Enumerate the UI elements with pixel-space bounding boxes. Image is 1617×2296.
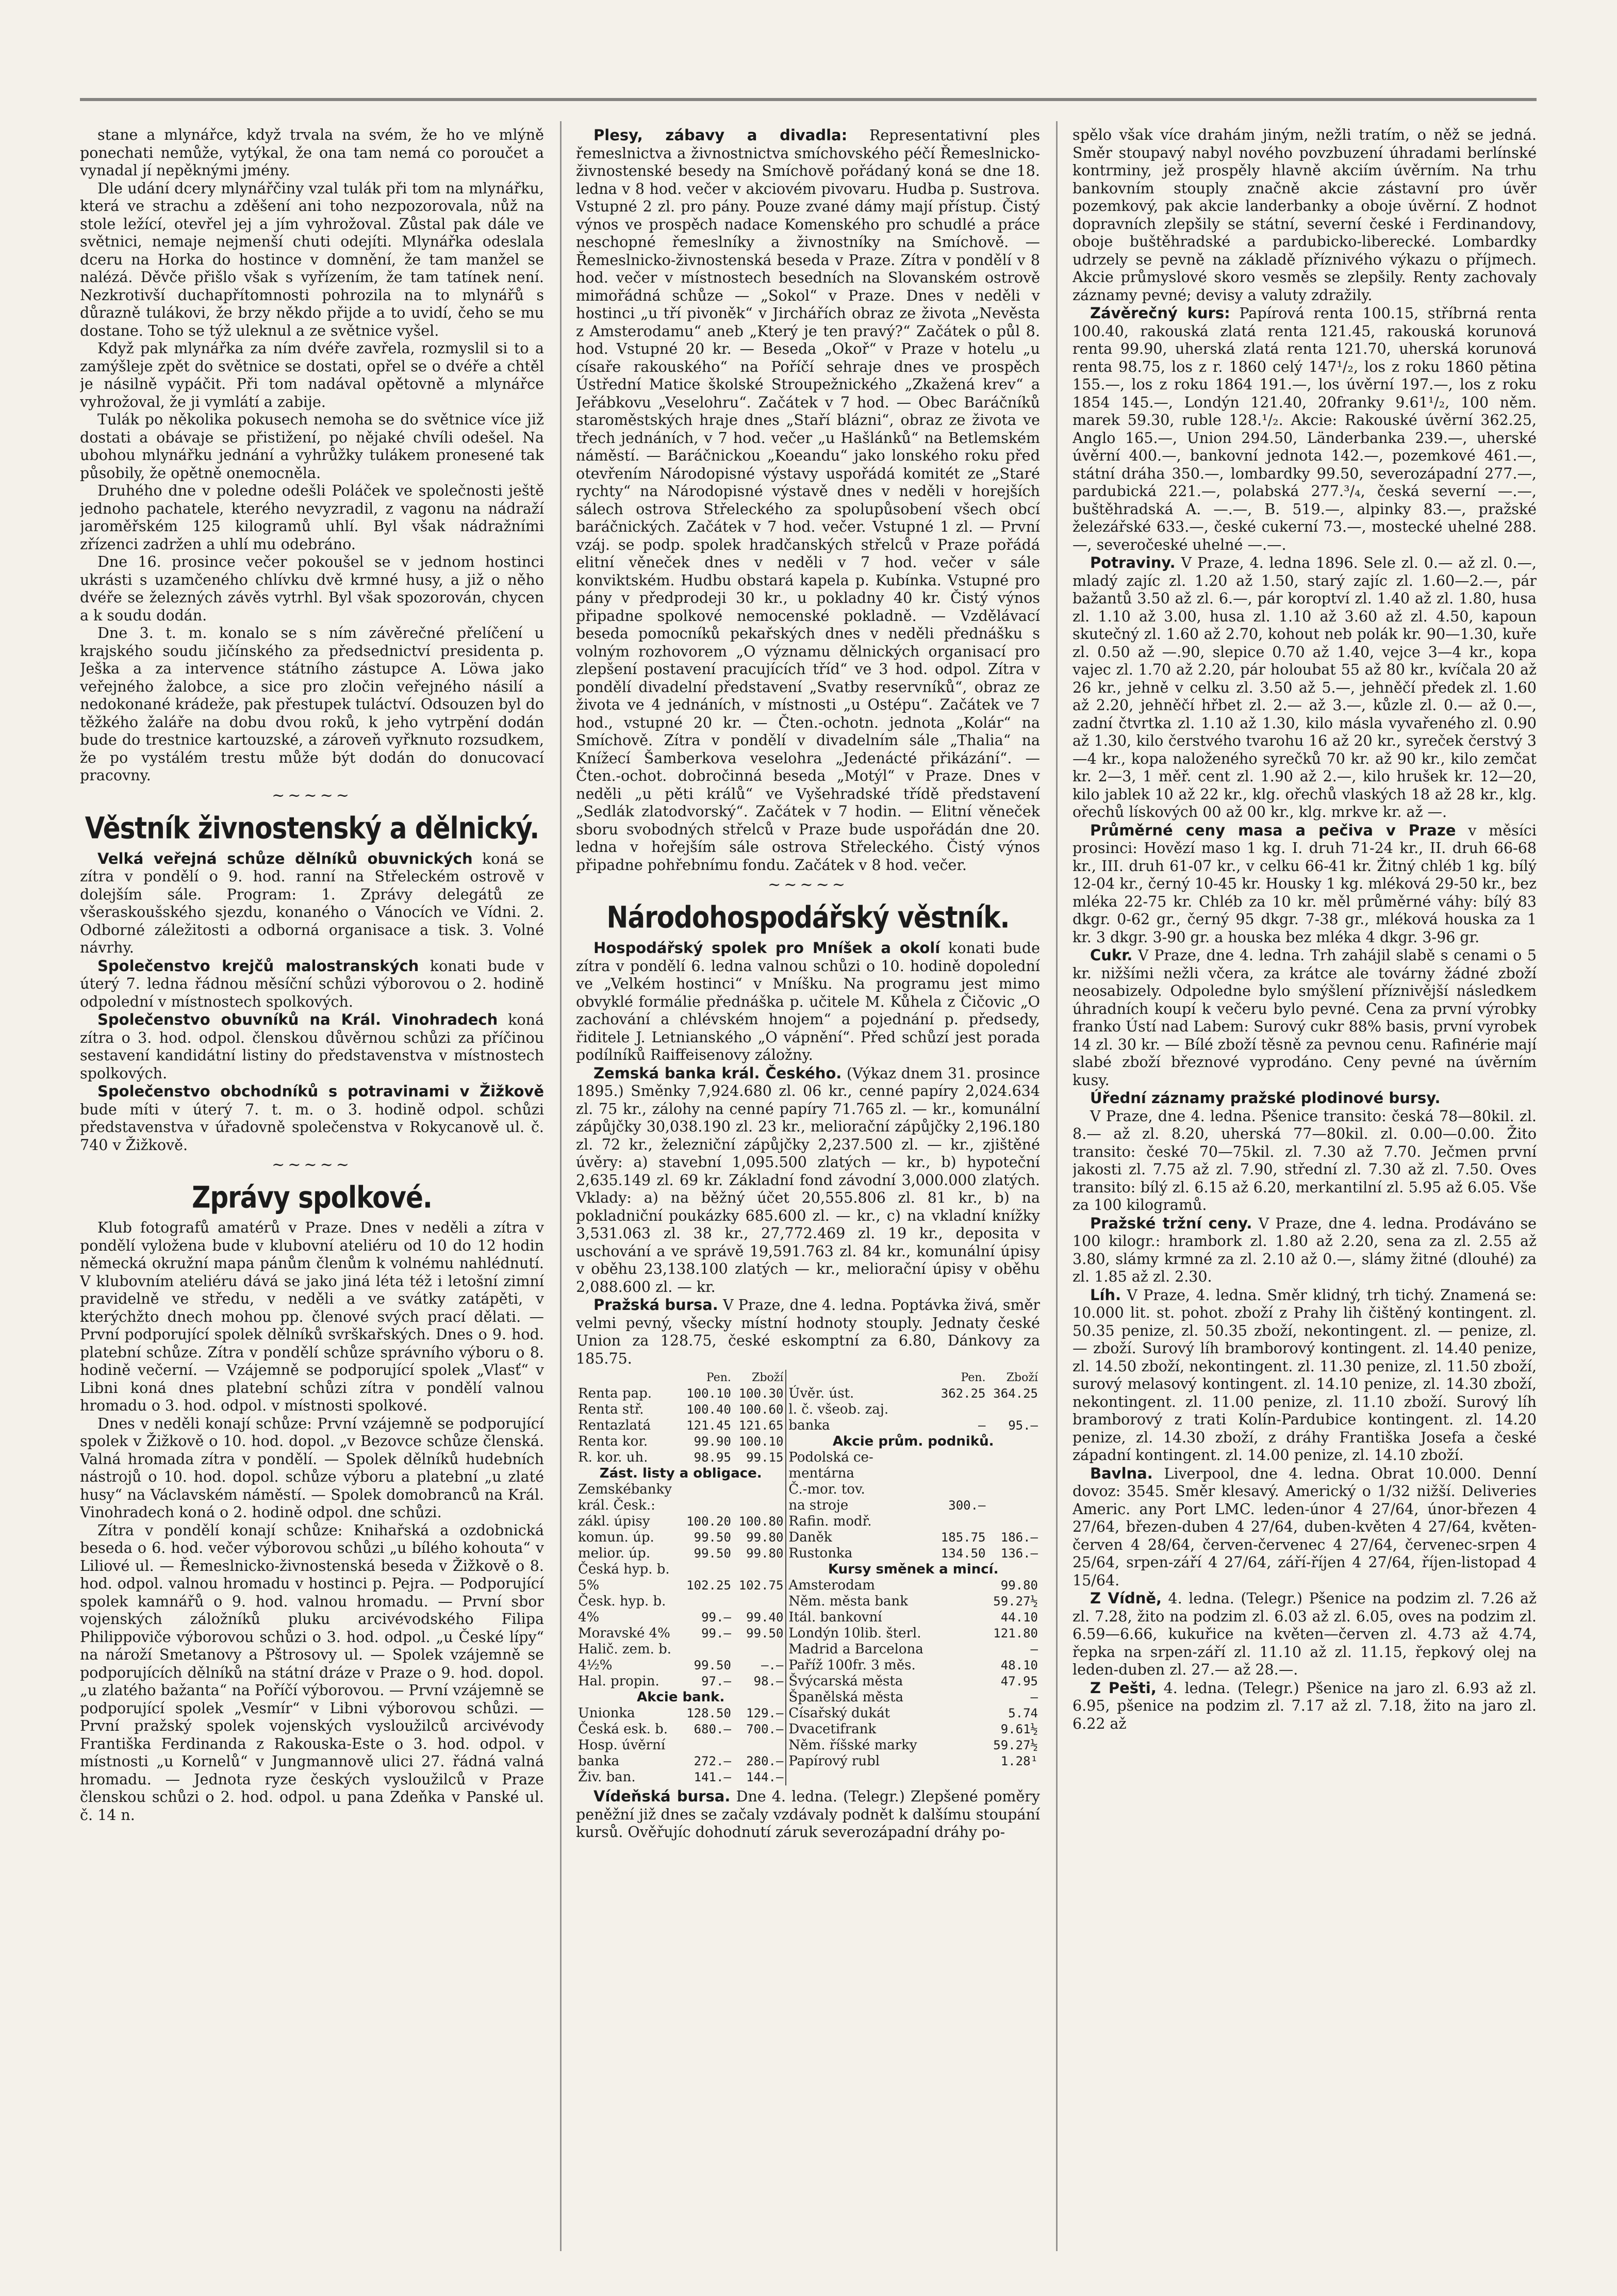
bourse-row <box>576 1642 1040 1658</box>
article-text: koná zítra o 3. hod. odpol. členskou důvěrnou schůzi za příčinou sestavení kandidátní listiny do představenstva v místnostech spolkových. <box>80 1011 544 1082</box>
bourse-value: 272.— <box>694 1754 731 1768</box>
bourse-row <box>576 1674 1040 1690</box>
bourse-label: Renta stř. <box>578 1402 644 1417</box>
bourse-row <box>576 1418 1040 1434</box>
bourse-value <box>988 1514 1041 1530</box>
article-text: spělo však více drahám jiným, nežli tratím, o něž se jedná. Směr stoupavý nabyl nového povzbuzení úhradami berlínské kontrminy, jež prospěly hlavně akciím úvěrním. Na trhu bankovním stouply značně akcie zástavní pro úvěr pozemkový, pak akcie landerbanky a oboje úvěrní. Z hodnot dopravních zlepšily se státní, severní české i Ferdinandovy, oboje buštěhradské a pardubicko-liberecké. Lombardky udrzely se pevně na základě příznivého výkazu o příjmech. Akcie průmyslové skoro vesměs se zlepšily. Renty zachovaly záznamy pevné; devisy a valuty zdražily. <box>1072 126 1537 304</box>
bourse-value <box>935 1450 987 1466</box>
bourse-value <box>988 1466 1041 1482</box>
bourse-label: Španělská města <box>788 1690 904 1705</box>
bourse-value: 700.— <box>733 1721 786 1737</box>
bourse-row <box>576 1434 1040 1450</box>
bourse-label: komun. úp. <box>578 1530 654 1545</box>
bourse-label: Amsterodam <box>788 1578 875 1593</box>
bourse-value <box>988 1450 1041 1466</box>
bourse-value <box>935 1737 987 1753</box>
bourse-value: 99.— <box>701 1626 731 1641</box>
article-text: V Praze, dne 4. ledna. Prodáváno se 100 kilogr.: hrambork zl. 1.80 až 2.20, sena za zl. 2.55 až 3.80, slámy krmné za zl. 2.10 až 0.—, slámy žitné (dlouhé) za zl. 1.85 až zl. 2.30. <box>1072 1215 1537 1285</box>
bourse-row <box>576 1498 1040 1514</box>
bourse-value: 280.— <box>733 1753 786 1769</box>
bourse-value <box>935 1690 987 1705</box>
article-paragraph <box>80 482 544 553</box>
article-text: Tulák po několika pokusech nemoha se do světnice více již dostati a obávaje se přistižení, po nějaké chvíli odešel. Na ubohou mlynářku jednání a vyhrůžky tulákem pronesené tak působily, že opětně onemocněla. <box>80 411 544 482</box>
section-heading: Věstník živnostenský a dělnický. <box>85 811 539 845</box>
bourse-value <box>733 1737 786 1753</box>
article-paragraph <box>80 1011 544 1083</box>
bourse-label: Madrid a Barcelona <box>788 1642 923 1657</box>
bourse-value: 121.45 <box>686 1418 731 1433</box>
article-text: bude míti v úterý 7. t. m. o 3. hodině odpol. schůzi představenstva v úřadovně společenstva v Rokycanově ul. č. 740 v Žižkově. <box>80 1101 544 1154</box>
article-paragraph <box>576 1064 1040 1297</box>
article-text: Když pak mlynářka za ním dvéře zavřela, rozmyslil si to a zamýšleje zpět do světnice se dostati, opřel se o dvéře a chtěl je násilně vypáčit. Při tom nadával opětovně a mlynářce vyhrožoval, že ji vymlátí a zabije. <box>80 340 544 411</box>
article-paragraph <box>80 1415 544 1522</box>
bourse-row <box>576 1562 1040 1578</box>
article-text: Dnes v neděli konají schůze: První vzájemně se podporující spolek v Žižkově o 10. hod. dopol. „v Bezovce schůze členská. Valná hromada zítra v pondělí. — Spolek dělníků hudebních nástrojů o 10. hod. dopol. schůze výboru a platební „u zlaté husy“ na Václavském náměstí. — Spolek domobranců na Král. Vinohradech koná o 2. hodině odpol. dne schůzi. <box>80 1415 544 1521</box>
bourse-empty <box>988 1769 1041 1785</box>
article-paragraph <box>576 126 1040 874</box>
bourse-value: 99.— <box>701 1610 731 1625</box>
article-paragraph <box>1072 554 1537 822</box>
bourse-value <box>681 1642 733 1658</box>
article-text: Klub fotografů amatérů v Praze. Dnes v neděli a zítra v pondělí vyložena bude v klubovní ateliéru od 10 do 12 hodin německá okružní mapa pánům členům k volnému nahlédnutí. V klubovním ateliéru dává se jako jiná léta též i letošní zimní pravidelně ve středu, v neděli a ve svátky zatápěti, v kterýchžto dnech mohou pp. členové svých prací dělati. — První podporující spolek dělníků svrškařských. Dnes o 9. hod. platební schůze. Zítra v pondělí schůze správního výboru o 8. hodině večerní. — Vzájemně se podporující spolek „Vlasť“ v Libni koná dnes platební schůzi zítra v pondělí valnou hromadu o 3. hod. odpol. v místnosti spolkové. <box>80 1219 544 1414</box>
bourse-value: 100.10 <box>686 1386 731 1401</box>
bourse-value: 680.— <box>694 1722 731 1736</box>
bourse-label: Renta kor. <box>578 1434 648 1449</box>
bourse-label: Rustonka <box>788 1546 853 1561</box>
article-text: stane a mlynářce, když trvala na svém, že ho ve mlýně ponechati nemůže, vytýkal, že ona tam nemá co poroučet a vynadal jí nepěknými jmény. <box>80 126 544 179</box>
bourse-value <box>733 1498 786 1514</box>
article-text: koná se zítra v pondělí o 9. hod. ranní na Střeleckém ostrově v dolejším sále. Program: 1. Zprávy delegátů ze všeraskoušského sjezdu, konaného o Vánocích ve Vídni. 2. Odborné záležitosti a odborná organisace a tisk. 3. Volné návrhy. <box>80 850 544 956</box>
bourse-value: 99.80 <box>1000 1578 1038 1593</box>
bourse-table <box>576 1370 1040 1785</box>
bourse-value: 100.20 <box>686 1514 731 1529</box>
bourse-label: Londýn 10lib. šterl. <box>788 1626 921 1641</box>
bourse-value <box>681 1562 733 1578</box>
bourse-label: Hal. propin. <box>578 1674 659 1689</box>
article-text: konati bude zítra v pondělí 6. ledna valnou schůzi o 10. hodině dopolední ve „Velkém hostinci“ v Mníšku. Na programu jest mimo obvyklé formálie přednáška p. učitele M. Kůhela z Čičovic „O zachování a chlévském hnojem“ a pojednání p. předsedy, řiditele J. Letnianského „O vápnění“. Před schůzí jest porada podílníků Raiffeisenovy záložny. <box>576 940 1040 1063</box>
bourse-value <box>733 1562 786 1578</box>
bourse-label: Úvěr. úst. <box>788 1386 854 1401</box>
ornament-divider: ~~~~~ <box>272 1156 352 1174</box>
bourse-value <box>935 1466 987 1482</box>
bourse-value: 95.— <box>1008 1418 1038 1433</box>
article-text: 4. ledna. (Telegr.) Pšenice na podzim zl. 7.26 až zl. 7.28, žito na podzim zl. 6.03 až zl. 6.05, oves na podzim zl. 6.59—6.66, kukuřice na květen—červen zl. 4.73 až 4.74, řepka na srpen-září zl. 11.10 až zl. 11.15, řepkový olej na leden-duben zl. 27.— až 28.—. <box>1072 1590 1537 1678</box>
bourse-value: 100.60 <box>733 1402 786 1418</box>
section-heading: Zprávy spolkové. <box>192 1180 432 1215</box>
article-lead: Závěrečný kurs: <box>1090 304 1230 322</box>
column-3 <box>1072 126 1537 2251</box>
bourse-value: 100.30 <box>733 1386 786 1402</box>
bourse-subhead: Kursy směnek a mincí. <box>828 1562 999 1577</box>
article-lead: Společenstvo obuvníků na Král. Vinohradech <box>97 1011 498 1028</box>
bourse-label: Rentazlatá <box>578 1418 651 1433</box>
article-lead: Pražské tržní ceny. <box>1090 1214 1252 1232</box>
bourse-subhead: Zást. listy a obligace. <box>576 1466 786 1482</box>
bourse-label: Podolská ce- <box>788 1450 873 1465</box>
article-paragraph <box>1072 822 1537 947</box>
article-lead: Plesy, zábavy a divadla: <box>593 126 848 144</box>
bourse-value: 129.— <box>733 1705 786 1721</box>
bourse-value <box>935 1721 987 1737</box>
bourse-label: banka <box>578 1753 620 1769</box>
bourse-label: 4½% <box>578 1658 613 1673</box>
bourse-value: 100.10 <box>733 1434 786 1450</box>
article-paragraph <box>576 1787 1040 1842</box>
bourse-value: 100.40 <box>686 1402 731 1417</box>
bourse-value <box>733 1482 786 1498</box>
article-text: Liverpool, dne 4. ledna. Obrat 10.000. Denní dovoz: 3545. Směr klesavý. Americký o 1/32 nižší. Deliveries Americ. any Port LMC. leden-únor 4 27/64, únor-březen 4 27/64, březen-duben 4 27/64, duben-květen 4 27/64, květen-červen 4 28/64, červen-červenec 4 27/64, červenec-srpen 4 25/64, srpen-září 4 27/64, září-říjen 4 27/64, říjen-listopad 4 15/64. <box>1072 1465 1537 1589</box>
bourse-value: 99.50 <box>694 1658 731 1672</box>
article-lead: Líh. <box>1090 1286 1121 1304</box>
article-lead: Potraviny. <box>1090 554 1176 571</box>
article-text: v měsíci prosinci: Hovězí maso 1 kg. I. druh 71-24 kr., II. druh 66-68 kr., III. druh 61-07 kr., v celku 66-41 kr. Žitný chléb 1 kg. bílý 12-04 kr., černý 10-45 kr. Housky 1 kg. mléková 29-50 kr., bez mléka 22-75 kr. Chléb za 10 kr. měl průměrné váhy: bílý 83 dkgr. 0-62 gr., černý 95 dkgr. 7-38 gr., mléková houska za 1 kr. 3 dkgr. 3-90 gr. a houska bez mléka 4 dkgr. 3-96 gr. <box>1072 822 1537 946</box>
article-paragraph <box>1072 946 1537 1089</box>
column-2 <box>576 126 1040 2251</box>
article-paragraph <box>1072 1108 1537 1215</box>
bourse-label: R. kor. uh. <box>578 1450 648 1465</box>
bourse-row <box>576 1578 1040 1594</box>
bourse-label: Česká hyp. b. <box>578 1562 670 1577</box>
bourse-value: 186.— <box>1000 1530 1038 1545</box>
newspaper-page <box>80 111 1537 2256</box>
bourse-label: Česk. hyp. b. <box>578 1594 666 1609</box>
article-paragraph <box>80 126 544 180</box>
article-paragraph <box>80 625 544 785</box>
bourse-row <box>576 1610 1040 1626</box>
bourse-label: Halič. zem. b. <box>578 1642 672 1657</box>
article-paragraph <box>80 850 544 957</box>
bourse-label: l. č. všeob. zaj. <box>788 1402 889 1417</box>
bourse-empty <box>786 1769 935 1785</box>
bourse-value <box>733 1642 786 1658</box>
article-text: Papírová renta 100.15, stříbrná renta 100.40, rakouská zlatá renta 121.45, rakouská korunová renta 99.90, uherská zlatá renta 121.70, uherská korunová renta 98.75, los z r. 1860 celý 147¹/₂, los z roku 1860 pětina 155.—, los z roku 1864 191.—, los úvěrní 197.—, los z roku 1854 145.—, Londýn 121.40, 20franky 9.61¹/₂, 100 něm. marek 59.30, ruble 128.¹/₂. Akcie: Rakouské úvěrní 362.25, Anglo 165.—, Union 294.50, Länderbanka 239.—, uherské úvěrní 400.—, bankovní jednota 142.—, pozemkové 461.—, státní dráha 350.—, lombardky 99.50, severozápadní 277.—, pardubická 221.—, polabská 277.³/₄, česká severní —.—, buštěhradská A. —.—, B. 519.—, alpinky 83.—, pražské železářské 633.—, české cukerní 73.—, mostecké uhelné 288.—, severočeské uhelné —.—. <box>1072 305 1537 553</box>
bourse-value: 100.80 <box>733 1514 786 1530</box>
article-text: Zítra v pondělí konají schůze: Knihařská a ozdobnická beseda o 6. hod. večer výborovou schůzi „u bílého kohouta“ v Liliové ul. — Řemeslnicko-živnostenská beseda v Žižkově o 8. hod. odpol. valnou hromadu v hostinci p. Pejra. — Podporující spolek kamnářů o 9. hod. valnou hromadu. — První sbor vojenských záložníků pluku arcivévodského Filipa Philippoviče výborovou schůzi o 3. hod. odpol. „u České lípy“ na nároží Smetanovy a Pštrosovy ul. — Spolek vzájemně se podporujících dělníků na státní dráze v Praze o 9. hod. dopol. „u zlatého bažanta“ na Poříčí výborovou. — První vzájemně se podporující spolek „Vesmír“ v Libni výborovou schůzi. — První pražský spolek vojenských vysloužilců arcivévody Františka Ferdinanda z Rakouska-Este o 3. hod. odpol. v místnosti „u Kornelů“ v Jungmannově ulici 27. řádná valná hromadu. — Jednota ryze českých vysloužilců v Praze členskou schůzi o 2. hod. odpol. u pana Zdeňka v Panské ul. č. 14 n. <box>80 1521 544 1824</box>
bourse-value <box>681 1594 733 1610</box>
bourse-value: 5.74 <box>1008 1706 1038 1720</box>
article-text: Dle udání dcery mlynářčiny vzal tulák při tom na mlynářku, která ve strachu a zděšení ani toho nezpozorovala, nůž na stole ležící, otevřel jej a jím vyhrožoval. Zůstal pak dále ve světnici, nemaje nejmenší chuti odejíti. Mlynářka odeslala dceru na Horka do hostince v domnění, že tam manžel se nalézá. Děvče přišlo však s vyřízením, že tam tatínek není. Nezkrotivší duchapřítomnosti pohrozila na to mlynářů s důrazně tulákovi, že brzy někdo přijde a to uvidí, čeho se mu dostane. Toho se týž uleknul a ze světnice vyšel. <box>80 179 544 339</box>
bourse-empty <box>935 1769 987 1785</box>
bourse-head: Pen. <box>706 1371 731 1384</box>
article-lead: Společenstvo obchodníků s potravinami v Žižkově <box>97 1083 544 1100</box>
article-paragraph <box>1072 304 1537 554</box>
article-text: Dne 16. prosince večer pokoušel se v jednom hostinci ukrásti s uzamčeného chlívku dvě krmné husy, a již o něho dvéře se železných závěs vytrhl. Byl však spozorován, chycen a k soudu dodán. <box>80 553 544 624</box>
section-heading: Národohospodářský věstník. <box>606 900 1010 935</box>
bourse-label: Dvacetifrank <box>788 1721 877 1737</box>
bourse-head: Zboží <box>1006 1371 1038 1384</box>
bourse-value: 98.— <box>733 1674 786 1690</box>
bourse-value: 99.80 <box>733 1530 786 1546</box>
bourse-label: Něm. města bank <box>788 1594 908 1609</box>
article-lead: Cukr. <box>1090 946 1133 964</box>
bourse-row <box>576 1594 1040 1610</box>
bourse-label: 5% <box>578 1578 600 1593</box>
bourse-row <box>576 1769 1040 1785</box>
bourse-value: 99.80 <box>733 1546 786 1562</box>
top-rule <box>80 98 1537 101</box>
bourse-label: Paříž 100fr. 3 měs. <box>788 1658 916 1673</box>
bourse-label: na stroje <box>788 1498 849 1513</box>
article-lead: Úřední záznamy pražské plodinové bursy. <box>1090 1089 1441 1107</box>
bourse-value: 48.10 <box>1000 1658 1038 1672</box>
bourse-label: Česká esk. b. <box>578 1721 668 1737</box>
bourse-subhead: Akcie bank. <box>576 1690 786 1705</box>
article-text: V Praze, dne 4. ledna. Trh zahájil slabě s cenami o 5 kr. nižšími nežli včera, za krátce ale továrny žádné zboží neosabizely. Odpoledne bylo smýšlení příznivější následkem úhradních koupí k večeru bylo pevné. Cena za první výrobky franko Ústí nad Labem: Surový cukr 88% basis, první vyrobek 14 zl. 30 kr. — Bílé zboží těsně za pevnou cenu. Rafinérie mají slabé zboží březnové vyprodáno. Ceny pevné na úvěrním kusy. <box>1072 947 1537 1089</box>
article-paragraph <box>80 1219 544 1415</box>
article-lead: Z Vídně, <box>1090 1589 1162 1607</box>
article-paragraph <box>1072 1089 1537 1108</box>
bourse-label: Unionka <box>578 1705 635 1721</box>
bourse-value <box>935 1514 987 1530</box>
bourse-label: Daněk <box>788 1530 832 1545</box>
bourse-value: 134.50 <box>940 1546 986 1561</box>
bourse-row <box>576 1721 1040 1737</box>
article-paragraph <box>80 180 544 340</box>
bourse-row <box>576 1658 1040 1674</box>
article-lead: Hospodářský spolek pro Mníšek a okolí <box>593 939 940 957</box>
bourse-row <box>576 1482 1040 1498</box>
article-paragraph <box>80 957 544 1011</box>
column-rule <box>1056 121 1058 2251</box>
bourse-value: 98.95 <box>694 1450 731 1465</box>
bourse-value: 362.25 <box>940 1386 986 1401</box>
bourse-value: 99.50 <box>694 1530 731 1545</box>
article-lead: Vídeňská bursa. <box>593 1787 731 1805</box>
bourse-label: Císařský dukát <box>788 1705 890 1721</box>
article-paragraph <box>1072 1465 1537 1590</box>
bourse-label: 4% <box>578 1610 600 1625</box>
article-lead: Společenstvo krejčů malostranských <box>97 957 419 975</box>
bourse-head-blank <box>576 1370 681 1386</box>
bourse-value: 99.40 <box>733 1610 786 1626</box>
article-paragraph <box>80 1083 544 1154</box>
bourse-label: zákl. úpisy <box>578 1514 650 1529</box>
bourse-label: Hosp. úvěrní <box>578 1737 666 1753</box>
bourse-value: 364.25 <box>993 1386 1038 1401</box>
article-paragraph <box>1072 126 1537 304</box>
bourse-value: 59.27½ <box>993 1594 1038 1609</box>
bourse-value: — <box>978 1418 986 1433</box>
article-paragraph <box>80 411 544 482</box>
article-text: Dne 4. ledna. (Telegr.) Zlepšené poměry peněžní již dnes se začaly vzdávaly podnět k dalšímu stoupání kursů. Ověřujíc dohodnutí záruk severozápadní dráhy po- <box>576 1788 1040 1841</box>
article-paragraph <box>576 1296 1040 1368</box>
bourse-label: Moravské 4% <box>578 1626 670 1641</box>
article-paragraph <box>80 340 544 411</box>
bourse-row <box>576 1450 1040 1466</box>
column-1 <box>80 126 544 2251</box>
article-text: konati bude v úterý 7. ledna řádnou měsíční schůzi výborovou o 2. hodině odpolední v místnostech spolkových. <box>80 957 544 1010</box>
bourse-value: 97.— <box>701 1674 731 1688</box>
bourse-row <box>576 1737 1040 1753</box>
bourse-value: 136.— <box>1000 1546 1038 1561</box>
article-text: V Praze, dne 4. ledna. Poptávka živá, směr velmi pevný, všecky místní hodnoty stouply. Jednaty české Union za 128.75, české eskomptní za 6.80, Dánkovy za 185.75. <box>576 1297 1040 1367</box>
bourse-row <box>576 1690 1040 1705</box>
column-2-tail <box>576 1787 1040 1842</box>
bourse-value: 99.15 <box>733 1450 786 1466</box>
bourse-value: 141.— <box>694 1770 731 1784</box>
bourse-value: 47.95 <box>1000 1674 1038 1688</box>
bourse-row <box>576 1514 1040 1530</box>
bourse-head: Pen. <box>961 1371 986 1384</box>
article-text: V Praze, 4. ledna 1896. Sele zl. 0.— až zl. 0.—, mladý zajíc zl. 1.20 až 1.50, starý zajíc zl. 1.60—2.—, pár bažantů 3.50 až zl. 6.—, pár koroptví zl. 1.40 až zl. 1.80, husa zl. 1.10 až 3.00, husa zl. 1.10 až 3.60 až zl. 4.50, kapoun skutečný zl. 1.60 až 2.70, kohout neb polák kr. 90—1.30, kuře zl. 0.50 až —.90, slepice 0.70 až 1.40, vejce 3—4 kr., kopa vajec zl. 1.70 až 2.20, pár holoubat 55 až 80 kr., kvíčala 20 až 26 kr., jehně v celku zl. 3.50 až 5.—, jehněčí předek zl. 1.60 až 2.20, jehněčí hřbet zl. 2.— až 3.—, kůzle zl. 0.— až 0.—, zadní čtvrtka zl. 1.10 až 1.30, kilo másla vyvařeného zl. 0.90 až 1.30, kilo čerstvého tvarohu 16 až 20 kr., syreček čerstvý 3—4 kr., kopa naloženého syrečků 70 kr. až 90 kr., kilo zemčat kr. 2—3, 1 měř. cent zl. 1.90 až 2.—, kilo hrušek kr. 12—20, kilo jablek 10 až 22 kr., klg. ořechů vlaských 18 až 28 kr., klg. ořechů lískových 00 až 00 kr., klg. mrkve kr. až —. <box>1072 554 1537 821</box>
bourse-value <box>935 1482 987 1498</box>
bourse-value <box>935 1610 987 1626</box>
bourse-value: — <box>1030 1690 1038 1704</box>
bourse-value: 185.75 <box>940 1530 986 1545</box>
article-paragraph <box>1072 1679 1537 1733</box>
article-paragraph <box>576 939 1040 1064</box>
bourse-value <box>988 1498 1041 1514</box>
bourse-row <box>576 1402 1040 1418</box>
column-2-text <box>576 126 1040 1368</box>
bourse-subhead: Akcie prům. podniků. <box>832 1434 994 1449</box>
bourse-value <box>935 1642 987 1658</box>
article-lead: Zemská banka král. Českého. <box>593 1064 842 1082</box>
bourse-value <box>681 1737 733 1753</box>
bourse-label: Švýcarská města <box>788 1674 903 1689</box>
bourse-label: Itál. bankovní <box>788 1610 882 1625</box>
bourse-label: banka <box>788 1418 830 1433</box>
bourse-label: král. Česk.: <box>578 1498 655 1513</box>
bourse-value: 9.61½ <box>1000 1722 1038 1736</box>
bourse-value <box>988 1402 1041 1418</box>
bourse-value <box>935 1658 987 1674</box>
bourse-value <box>988 1482 1041 1498</box>
bourse-row <box>576 1626 1040 1642</box>
bourse-row <box>576 1546 1040 1562</box>
bourse-row <box>576 1753 1040 1769</box>
bourse-label: Zemskébanky <box>578 1482 672 1497</box>
article-paragraph <box>1072 1215 1537 1286</box>
bourse-row <box>576 1705 1040 1721</box>
bourse-value <box>733 1594 786 1610</box>
article-paragraph <box>80 553 544 625</box>
bourse-label: Renta pap. <box>578 1386 652 1401</box>
bourse-row <box>576 1466 1040 1482</box>
article-lead: Pražská bursa. <box>593 1296 718 1314</box>
article-lead: Velká veřejná schůze dělníků obuvnických <box>97 849 473 867</box>
article-text: V Praze, 4. ledna. Směr klidný, trh tichý. Znamená se: 10.000 lit. st. pohot. zboží z Prahy lih čištěný kontingent. zl. 50.35 penize, zl. 50.35 zboží, nekontingent. zl. — penize, zl. — zboží. Surový líh bramborový kontingent. zl. 14.40 penize, zl. 14.50 zboží, nekontingent. zl. 11.30 penize, zl. 11.50 zboží, surový melasový kontingent. zl. 14.10 penize, zl. 14.30 zboží, nekontingent. zl. 11.00 penize, zl. 11.10 zboží. Surový líh bramborový z trati Kolín-Pardubice kontingent. zl. 14.20 penize, zl. 14.30 zboží, z dráhy Františka Josefa a české západní kontingent. zl. 14.00 penize, zl. 14.10 zboží. <box>1072 1286 1537 1464</box>
bourse-value: 59.27½ <box>993 1738 1038 1752</box>
bourse-value: — <box>1030 1642 1038 1657</box>
bourse-row <box>576 1386 1040 1402</box>
article-text: 4. ledna. (Telegr.) Pšenice na jaro zl. 6.93 až zl. 6.95, pšenice na podzim zl. 7.17 až zl. 7.18, žito na jaro zl. 6.22 až <box>1072 1679 1537 1732</box>
bourse-row <box>576 1530 1040 1546</box>
bourse-value <box>935 1753 987 1769</box>
bourse-value <box>935 1626 987 1642</box>
bourse-value: 128.50 <box>686 1706 731 1720</box>
bourse-value <box>681 1498 733 1514</box>
bourse-value <box>935 1402 987 1418</box>
article-paragraph <box>80 1522 544 1825</box>
bourse-value <box>935 1594 987 1610</box>
bourse-value <box>935 1578 987 1594</box>
bourse-value <box>681 1482 733 1498</box>
article-text: Dne 3. t. m. konalo se s ním závěrečné přelíčení u krajského soudu jičínského za předsednictví presidenta p. Ješka a za intervence státního zástupce A. Löwa jako veřejného žalobce, a sice pro zločin veřejného násilí a nedokonané krádeže, pak přestupek tuláctví. Odsouzen byl do těžkého žaláře na dobu dvou roků, k jeho vytrpění dodán bude do trestnice kartouzské, a zároveň vyřknuto rozsudkem, že po vystálém trestu může být dodán do donucovací pracovny. <box>80 625 544 784</box>
bourse-value: 144.— <box>733 1769 786 1785</box>
article-text: Representativní ples řemeslnictva a živnostnictva smíchovského péčí Řemeslnicko-živnostenské besedy na Smíchově pořádaný koná se dne 18. ledna v 8 hod. večer v akciovém pivovaru. Hudba p. Sustrova. Vstupné 2 zl. pro pány. Pouze zvané dámy mají přístup. Čistý výnos ve prospěch nadace Komenského pro schudlé a práce neschopné řemeslníky a živnostníky na Smíchově. — Řemeslnicko-živnostenská beseda v Praze. Zítra v pondělí v 8 hod. večer v místnostech besedních na Slovanském ostrově mimořádná schůze — „Sokol“ v Praze. Dnes v neděli v hostinci „u tří pivoněk“ v Jirchářích obraz ze života „Nevěsta z Amsterodamu“ aneb „Který je ten pravý?“ Začátek o půl 8. hod. Vstupné 20 kr. — Beseda „Okoř“ v Praze v hotelu „u císaře rakouského“ na Poříčí sehraje dnes ve prospěch Ústřední Matice školské Stroupežnického „Zkažená krev“ a Jeřábkovu „Veselohru“. Začátek v 7 hod. — Obec Baráčníků staroměstských hraje dnes „Staří blázni“, obraz ze života ve třech jednáních, v 7 hod. večer „u Hašlánků“ na Betlemském náměstí. — Baráčnickou „Koeandu“ jako lonského roku před otevřením Národopisné výstavy uspořádá komitét ze „Staré rychty“ na Národopisné výstavě dnes v neděli v horejších sálech ostrova Střeleckého za spolupůsobení všech obcí baráčnických. Začátek v 7 hod. večer. Vstupné 1 zl. — První vzáj. se podp. spolek hradčanských střelců v Praze pořádá elitní věneček dnes v neděli v 7 hod. večer v sále konviktském. Hudbu obstará kapela p. Kubínka. Vstupné pro pány v předprodeji 30 kr., u pokladny 40 kr. Čistý výnos připadne spolkové nemocenské pokladně. — Vzdělávací beseda pomocníků pekařských dnes v neděli přednášku s volným rozhovorem „O významu dělnických organisací pro zlepšení postavení pracujících tříd“ ve 3 hod. odpol. Zítra v pondělí divadelní představení „Svatby reservníků“, obraz ze života ve 4 jednáních, v místnosti „u Ostépu“. Začátek ve 7 hod., vstupné 20 kr. — Čten.-ochotn. jednota „Kolár“ na Smíchově. Zítra v pondělí v divadelním sále „Thalia“ na Knížecí Šamberkova veselohra „Jedenácté přikázání“. — Čten.-ochot. dobročinná beseda „Motýl“ v Praze. Dnes v neděli „u pěti králů“ ve Vyšehradské třídě představení „Sedlák zlatodvorský“. Začátek v 7 hodin. — Elitní věneček sboru svobodných střelců v Praze bude uspořádán dne 20. ledna v hořejším sále ostrova Střeleckého. Čistý výnos připadne pohřebnímu fondu. Začátek v 8 hod. večer. <box>576 127 1040 874</box>
bourse-value: 102.25 <box>686 1578 731 1593</box>
ornament-divider: ~~~~~ <box>272 786 352 805</box>
bourse-value: 121.65 <box>733 1418 786 1434</box>
article-text: V Praze, dne 4. ledna. Pšenice transito: česká 78—80kil. zl. 8.— až zl. 8.20, uherská 77—80kil. zl. 0.00—0.00. Žito transito: české 70—75kil. zl. 7.30 až 7.70. Ječmen první jakosti zl. 7.75 až zl. 7.90, střední zl. 7.30 až zl. 7.50. Oves transito: bílý zl. 6.15 až 6.20, merkantilní zl. 5.95 až 6.05. Vše za 100 kilogramů. <box>1072 1107 1537 1213</box>
article-lead: Z Pešti, <box>1090 1679 1157 1697</box>
bourse-label: Živ. ban. <box>578 1769 636 1785</box>
bourse-label: Něm. říšské marky <box>788 1737 917 1753</box>
bourse-value: 102.75 <box>733 1578 786 1594</box>
article-lead: Bavlna. <box>1090 1464 1153 1482</box>
bourse-value: 44.10 <box>1000 1610 1038 1625</box>
bourse-label: Papírový rubl <box>788 1753 880 1769</box>
bourse-value: 99.90 <box>694 1434 731 1449</box>
article-lead: Průměrné ceny masa a pečiva v Praze <box>1090 821 1456 839</box>
bourse-value: 1.28¹ <box>1000 1754 1038 1768</box>
article-text: (Výkaz dnem 31. prosince 1895.) Směnky 7,924.680 zl. 06 kr., cenné papíry 2,024.634 zl. 75 kr., zálohy na cenné papíry 71.765 zl. — kr., komunální zápůjčky 30,038.190 zl. 23 kr., meliorační zápůjčky 2,196.180 zl. 72 kr., železniční zápůjčky 2,237.500 zl. — kr., zjištěné úvěry: a) stavební 1,095.500 zlatých — kr., b) hypoteční 2,635.149 zl. 69 kr. Základní fond závodní 3,000.000 zlatých. Vklady: a) na běžný účet 20,555.806 zl. 81 kr., b) na pokladniční poukázky 685.600 zl. — kr., c) na vkladní knížky 3,531.063 zl. 38 kr., 27,772.469 zl. 19 kr., deposita v uschování a ve správě 19,591.763 zl. 84 kr., komunální úpisy v oběhu 23,138.100 zlatých — kr., meliorační úpisy v oběhu 2,088.600 zl. — kr. <box>576 1064 1040 1295</box>
bourse-value <box>935 1705 987 1721</box>
bourse-head: Zboží <box>733 1370 786 1386</box>
bourse-value <box>935 1674 987 1690</box>
article-paragraph <box>1072 1286 1537 1465</box>
bourse-label: melior. úp. <box>578 1546 651 1561</box>
bourse-label: Č.-mor. tov. <box>788 1482 865 1497</box>
ornament-divider: ~~~~~ <box>768 876 848 894</box>
column-rule <box>560 121 562 2251</box>
bourse-label: mentárna <box>788 1466 854 1481</box>
article-paragraph <box>1072 1589 1537 1679</box>
bourse-value: —.— <box>733 1658 786 1674</box>
article-text: Druhého dne v poledne odešli Poláček ve společnosti ještě jednoho pachatele, kterého nevyzradil, z vagonu na nádraží jaroměřském 125 kilogramů uhlí. Byl však nádražními zřízenci zadržen a uhlí mu odebráno. <box>80 482 544 553</box>
bourse-label: Rafin. modř. <box>788 1514 872 1529</box>
bourse-value: 99.50 <box>694 1546 731 1561</box>
bourse-value: 121.80 <box>993 1626 1038 1641</box>
bourse-value: 300.— <box>948 1498 986 1513</box>
bourse-value: 99.50 <box>733 1626 786 1642</box>
bourse-head-blank <box>786 1370 935 1386</box>
